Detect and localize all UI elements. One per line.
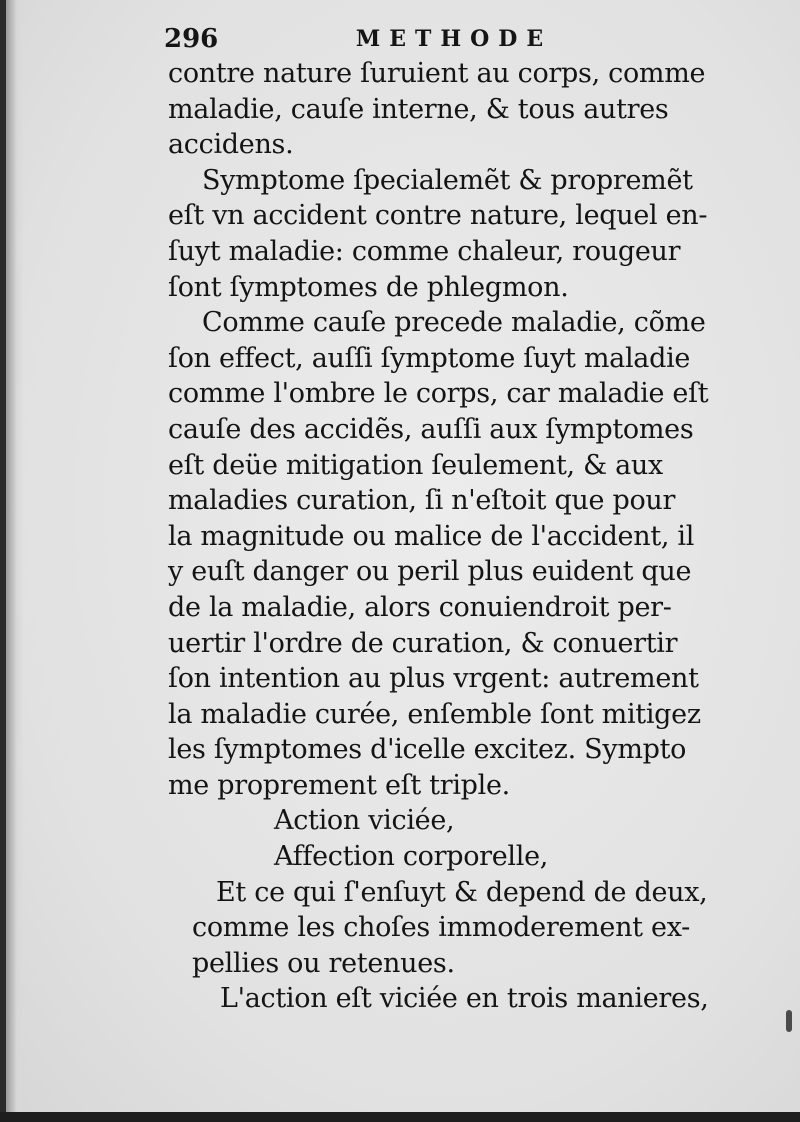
text-line: contre nature ſuruient au corps, comme bbox=[168, 58, 706, 89]
text-line: y euſt danger ou peril plus euident que bbox=[168, 556, 692, 588]
text-line: comme les choſes immoderement ex- bbox=[192, 912, 690, 944]
page-gutter-shadow bbox=[6, 0, 24, 1118]
text-line: pellies ou retenues. bbox=[192, 947, 455, 979]
text-line: cauſe des accidẽs, auſſi aux ſymptomes bbox=[168, 413, 694, 445]
text-line: eſt vn accident contre nature, lequel en- bbox=[168, 200, 708, 232]
paragraph-start-line: L'action eſt viciée en trois manieres, bbox=[220, 983, 709, 1015]
page-header bbox=[164, 18, 744, 58]
text-line: ſuyt maladie: comme chaleur, rougeur bbox=[168, 235, 681, 267]
text-line: eſt deüe mitigation ſeulement, & aux bbox=[168, 449, 663, 481]
book-page bbox=[6, 0, 800, 1118]
list-item: Affection corporelle, bbox=[274, 841, 549, 873]
body-text bbox=[168, 56, 746, 1017]
paragraph-start-line: Et ce qui ſ'enſuyt & depend de deux, bbox=[216, 876, 708, 908]
paragraph-start-line: Symptome ſpecialemẽt & propremẽt bbox=[202, 164, 693, 196]
text-line: la maladie curée, enſemble ſont mitigez bbox=[168, 698, 701, 730]
text-line: de la maladie, alors conuiendroit per- bbox=[168, 591, 672, 623]
text-line: ſon intention au plus vrgent: autrement bbox=[168, 663, 699, 695]
scan-edge-mark bbox=[786, 1010, 792, 1032]
text-line: uertir l'ordre de curation, & conuertir bbox=[168, 627, 678, 659]
text-line: accidens. bbox=[168, 129, 294, 161]
text-line: maladies curation, ſi n'eſtoit que pour bbox=[168, 485, 676, 517]
page-number: 296 bbox=[164, 24, 219, 54]
text-line: comme l'ombre le corps, car maladie eſt bbox=[168, 378, 709, 410]
text-line: la magnitude ou malice de l'accident, il bbox=[168, 520, 695, 552]
running-title: METHODE bbox=[355, 26, 553, 52]
text-line: les ſymptomes d'icelle excitez. Sympto bbox=[168, 734, 687, 766]
paragraph-start-line: Comme cauſe precede maladie, cõme bbox=[202, 307, 706, 339]
text-line: maladie, cauſe interne, & tous autres bbox=[168, 93, 669, 125]
text-line: ſont ſymptomes de phlegmon. bbox=[168, 271, 569, 303]
text-line: me proprement eſt triple. bbox=[168, 769, 510, 801]
scan-bottom-edge bbox=[0, 1112, 800, 1122]
text-line: ſon effect, auſſi ſymptome ſuyt maladie bbox=[168, 342, 691, 374]
list-item: Action viciée, bbox=[274, 805, 455, 837]
